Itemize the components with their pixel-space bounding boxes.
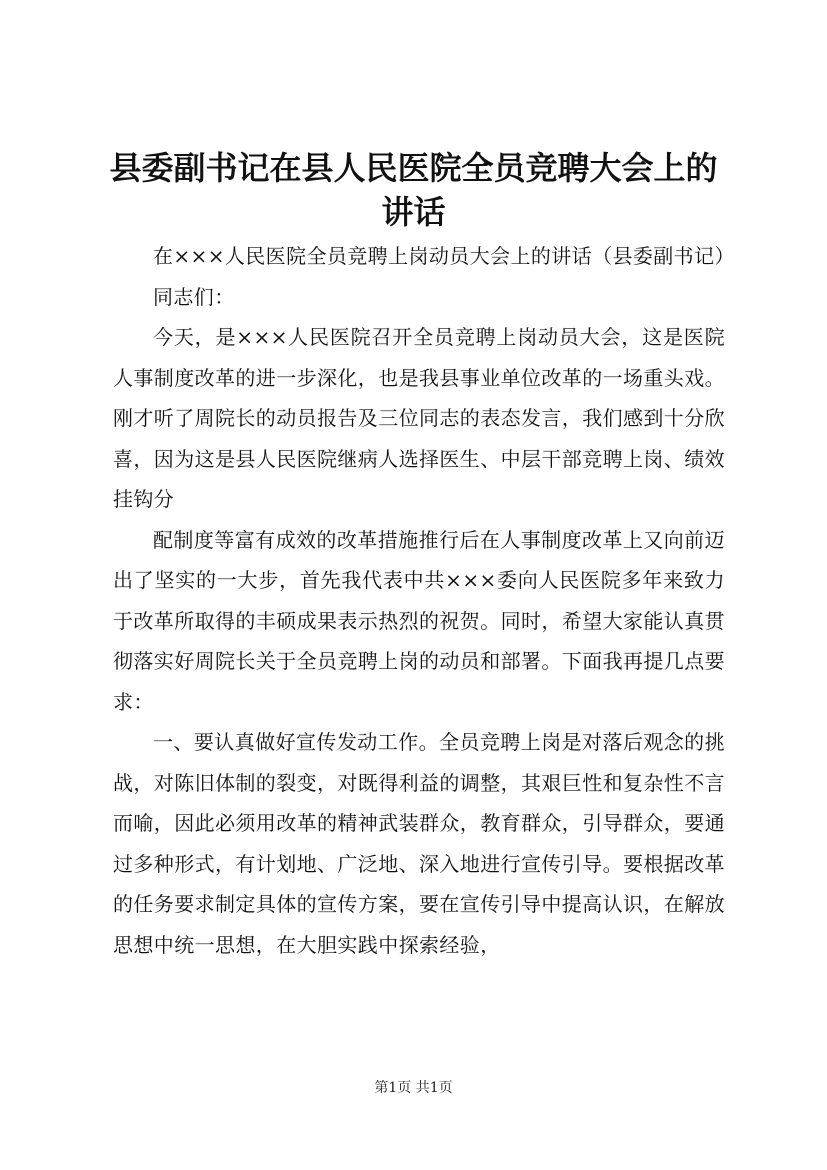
paragraph-requirement-one: 一、要认真做好宣传发动工作。全员竞聘上岗是对落后观念的挑战，对陈旧体制的裂变，对既得利益的调整，其艰巨性和复杂性不言而喻，因此必须用改革的精神武装群众，教育群众，引导群众，要通过多种形式，有计划地、广泛地、深入地进行宣传引导。要根据改革的任务要求制定具体的宣传方案，要在宣传引导中提高认识，在解放思想中统一思想，在大胆实践中探索经验，	[113, 730, 725, 957]
document-title: 县委副书记在县人民医院全员竞聘大会上的讲话	[109, 149, 718, 231]
page-number-footer: 第1页 共1页	[374, 1080, 453, 1096]
paragraph-congratulations: 配制度等富有成效的改革措施推行后在人事制度改革上又向前迈出了坚实的一大步，首先我代表中共×××委向人民医院多年来致力于改革所取得的丰硕成果表示热烈的祝贺。同时，希望大家能认真贯彻落实好周院长关于全员竞聘上岗的动员和部署。下面我再提几点要求：	[113, 527, 725, 714]
document-body	[113, 236, 735, 965]
paragraph-subtitle: 在×××人民医院全员竞聘上岗动员大会上的讲话（县委副书记）	[153, 244, 735, 268]
paragraph-salutation: 同志们：	[153, 284, 235, 309]
paragraph-opening: 今天，是×××人民医院召开全员竞聘上岗动员大会，这是医院人事制度改革的进一步深化，也是我县事业单位改革的一场重头戏。刚才听了周院长的动员报告及三位同志的表态发言，我们感到十分欣喜，因为这是县人民医院继病人选择医生、中层干部竞聘上岗、绩效挂钩分	[113, 325, 725, 511]
